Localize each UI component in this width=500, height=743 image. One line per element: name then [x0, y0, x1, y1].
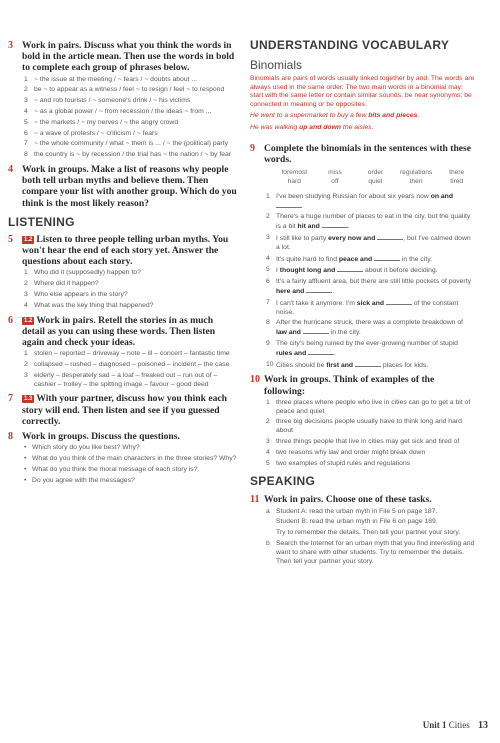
list-item [22, 151, 238, 160]
gap-fill-item [264, 193, 475, 212]
item-number: 10 [266, 360, 274, 368]
exercise-number: 5 [8, 233, 13, 245]
item-number: 5 [266, 459, 270, 467]
item-text: the country is ~ by recession / the trial has ~ the nation / ~ by fear [34, 151, 232, 159]
section-title-vocabulary: UNDERSTANDING VOCABULARY [250, 38, 450, 52]
gap-fill-item [264, 266, 475, 276]
item-text: What was the key thing that happened? [34, 301, 154, 309]
answer-blank[interactable] [355, 361, 381, 367]
binomial-first-word: peace and [338, 255, 373, 263]
binomial-first-word: here and [276, 287, 305, 295]
answer-blank[interactable] [374, 255, 400, 261]
item-text: stolen – reported – driveway – note – ill – concert – fantastic time [34, 350, 230, 358]
item-text: elderly – desperately sad – a loaf – freaked out – run out of – cashier – trolley – the spitting image – favour – good deed [34, 371, 218, 388]
exercise-10 [250, 374, 475, 468]
left-column [8, 40, 238, 489]
item-number: 8 [266, 319, 270, 327]
section-title-speaking: SPEAKING [250, 474, 316, 489]
question-list [22, 269, 238, 310]
box-title: Binomials [250, 58, 303, 72]
page-footer [423, 720, 488, 731]
exercise-number: 10 [250, 374, 260, 386]
exercise-number: 4 [8, 163, 13, 175]
item-text: three things people that live in cities may get sick and tired of [276, 437, 460, 445]
gap-fill-item [264, 234, 475, 253]
word-bank-item: tired [450, 178, 464, 186]
item-number: a [266, 507, 270, 515]
list-item [22, 130, 238, 139]
sentence-end: . [334, 349, 336, 357]
item-text: three places where people who live in cities can go to get a bit of peace and quiet [276, 398, 471, 415]
item-number: 1 [24, 75, 28, 83]
item-text: Try to remember the details. Then tell your partner your story. [276, 529, 461, 537]
exercise-instruction: Work in groups. Think of examples of the following: [264, 374, 435, 397]
sentence-end: , but I've calmed down a lot. [276, 234, 471, 251]
item-text: collapsed – rushed – diagnosed – poisoned – incident – the case [34, 361, 230, 368]
item-number: 1 [24, 269, 28, 277]
exercise-number: 7 [8, 393, 13, 405]
item-number: 4 [266, 254, 270, 262]
word-bank-item: quiet [368, 178, 383, 186]
list-item [22, 119, 238, 128]
box-explanation: Binomials are pairs of words usually linked together by and. The words are always used in the same order. The two main words in a binomial may: start with the same letter or contain similar sounds; be near synonyms; be connected in meaning or be opposites. [250, 75, 475, 108]
item-number: 3 [266, 233, 270, 241]
exercise-instruction: Work in pairs. Retell the stories in as much detail as you can using these words. Then listen again and check your ideas. [22, 314, 216, 348]
list-item [22, 140, 238, 149]
right-column [250, 38, 475, 570]
item-text: be ~ to appear as a witness / feel ~ to resign / feel ~ to respond [34, 86, 225, 94]
exercise-number: 3 [8, 40, 13, 51]
item-number: 4 [24, 108, 28, 115]
exercise-7 [8, 393, 238, 427]
list-item [22, 86, 238, 95]
sentence-end: in the city. [328, 329, 361, 337]
exercise-4 [8, 164, 238, 209]
gap-fill-item [264, 299, 475, 318]
sentence-end: . [347, 223, 350, 231]
item-text: Where did it happen? [34, 280, 99, 288]
exercise-instruction: Work in pairs. Choose one of these tasks. [264, 494, 432, 506]
item-text: Who did it (supposedly) happen to? [34, 269, 141, 277]
item-number: 5 [266, 266, 270, 274]
answer-blank[interactable] [308, 349, 334, 355]
item-text: ~ and rob tourists / ~ someone's drink / ~ his victims [34, 97, 191, 105]
sentence-end: about it before deciding. [363, 267, 438, 275]
list-item [264, 540, 475, 566]
list-item [22, 302, 238, 311]
list-item [264, 460, 475, 469]
item-number: 2 [24, 280, 28, 288]
word-bank-item: off [331, 178, 339, 186]
item-number: 2 [266, 213, 270, 221]
binomial-first-word: on and [430, 192, 453, 200]
task-list [264, 508, 475, 567]
answer-blank[interactable] [377, 234, 403, 240]
list-item [264, 449, 475, 458]
item-number: 4 [24, 301, 28, 309]
list-item [22, 291, 238, 300]
word-bank-item: then [409, 178, 423, 186]
item-number: 3 [24, 97, 28, 105]
word-bank-item: hard [287, 178, 301, 186]
exercise-8 [8, 431, 238, 485]
gap-fill-item [264, 319, 475, 338]
item-text: Search the Internet for an urban myth that you find interesting and want to share with other students. Try to remember the details. Then tell your partner your story. [276, 539, 475, 565]
list-item [22, 97, 238, 106]
item-text: ~ the whole community / what ~ them is ... / ~ the (political) party [34, 140, 228, 148]
exercise-instruction: Listen to three people telling urban myths. You won't hear the end of each story yet. Answer the questions about each story. [22, 233, 229, 268]
exercise-number: 11 [250, 494, 260, 506]
exercise-number: 8 [8, 431, 13, 442]
item-number: b [266, 539, 270, 547]
item-text: Student B: read the urban myth in File 6 on page 189. [276, 518, 438, 526]
exercise-5 [8, 234, 238, 311]
phrase-list [22, 76, 238, 160]
word-bank-item: order [367, 168, 384, 176]
word-bank [276, 169, 475, 187]
list-item [264, 399, 475, 417]
sentence-end: in the city. [400, 255, 433, 263]
item-text: three big decisions people usually have to think long and hard about [276, 418, 462, 435]
item-text: ~ the markets / ~ my nerves / ~ the angry crowd [34, 118, 179, 126]
sentence-end: . [332, 287, 335, 295]
exercise-instruction: Complete the binomials in the sentences with these words. [264, 142, 472, 165]
binomial-first-word: sick and [356, 299, 384, 307]
word-bank-item: regulations [399, 168, 433, 176]
item-text: Student A: read the urban myth in File 5 on page 187. [276, 507, 438, 515]
list-item [22, 108, 238, 117]
item-number: 6 [24, 129, 28, 137]
binomial-first-word: every now and [328, 234, 376, 242]
exercise-instruction: Work in groups. Make a list of reasons why people both tell urban myths and believe them. Then compare your list with another group. Which do you think is the most likely reason? [22, 163, 237, 209]
list-item [264, 508, 475, 517]
sentence-start: After the hurricane struck, there was a complete breakdown of [276, 319, 464, 327]
list-item [22, 361, 238, 370]
answer-blank[interactable] [337, 266, 363, 272]
exercise-3 [8, 40, 238, 160]
sentence-start: There's a huge number of places to eat in the city, but the quality is a bit [276, 213, 471, 231]
list-item [264, 438, 475, 447]
item-number: 4 [266, 448, 270, 456]
item-number: 5 [24, 118, 28, 126]
list-item: • Do you agree with the messages? [22, 477, 238, 486]
item-number: 3 [24, 371, 28, 379]
answer-blank[interactable] [306, 287, 335, 295]
exercise-number: 6 [8, 314, 13, 326]
audio-track-badge[interactable]: 1.2 [24, 236, 33, 243]
list-item [22, 269, 238, 278]
item-number: 2 [266, 418, 270, 426]
answer-blank[interactable] [386, 299, 412, 305]
list-item: • Which story do you like best? Why? [22, 444, 238, 453]
gap-fill-list [264, 193, 475, 371]
item-number: 1 [24, 350, 28, 358]
sentence-start: I still like to party [276, 234, 329, 242]
list-item [22, 280, 238, 289]
example-list [264, 399, 475, 469]
discussion-question-list [22, 444, 238, 485]
answer-blank[interactable] [322, 222, 350, 231]
gap-fill-item [264, 255, 475, 265]
gap-fill-item [264, 213, 475, 232]
answer-blank[interactable] [303, 328, 329, 334]
item-number: 3 [24, 291, 28, 298]
item-text: two reasons why law and order might break down [276, 448, 426, 456]
box-example-2: He was walking up and down the aisles. [250, 123, 374, 131]
binomial-first-word: law and [276, 329, 301, 337]
item-number: 7 [24, 140, 28, 148]
sentence-start: I've been studying Russian for about six years now [276, 192, 431, 200]
gap-fill-item [264, 340, 475, 359]
item-number: 3 [266, 437, 270, 445]
binomial-first-word: hit and [297, 223, 320, 231]
item-text: ~ a wave of protests / ~ criticism / ~ fears [34, 129, 158, 137]
unit-label: Unit 1 [422, 720, 447, 730]
exercise-number: 9 [250, 142, 255, 154]
binomial-first-word: thought long and [279, 267, 336, 275]
item-number: 9 [266, 339, 270, 347]
answer-blank[interactable] [276, 202, 302, 208]
word-chain-list [22, 350, 238, 389]
audio-track-badge[interactable]: 1.3 [24, 396, 33, 403]
word-bank-item: there [449, 168, 465, 176]
audio-track-badge[interactable]: 1.2 [24, 317, 33, 324]
item-number: 2 [24, 361, 28, 368]
item-number: 1 [266, 192, 270, 200]
sentence-start: Cities should be [276, 361, 327, 369]
binomial-first-word: rules and [276, 349, 307, 357]
sentence-start: It's quite hard to find [276, 255, 339, 263]
list-item: • What do you think of the main characters in the three stories? Why? [22, 455, 238, 464]
item-text: ~ the issue at the meeting / ~ fears / ~ doubts about ... [34, 75, 198, 83]
page-number: 13 [478, 720, 488, 731]
sentence-start: I can't take it anymore. I'm [276, 299, 357, 307]
binomials-box [250, 58, 475, 133]
unit-title: Cities [448, 720, 470, 730]
item-text: two examples of stupid rules and regulations [276, 459, 411, 467]
list-item [264, 418, 475, 436]
exercise-instruction: Work in groups. Discuss the questions. [22, 431, 180, 442]
sentence-end: places for kids. [380, 361, 429, 369]
list-item: • What do you think the moral message of each story is? [22, 466, 238, 475]
exercise-6 [8, 315, 238, 390]
item-number: 7 [266, 298, 270, 306]
item-number: 8 [24, 151, 28, 159]
list-item [264, 529, 475, 538]
exercise-instruction: Work in pairs. Discuss what you think the words in bold in the article mean. Then use the words in bold to complete each group of phrases below. [22, 40, 235, 74]
gap-fill-item [264, 278, 475, 297]
item-text: Who else appears in the story? [34, 291, 128, 298]
item-number: 6 [266, 278, 270, 286]
exercise-9 [250, 143, 475, 371]
item-number: 2 [24, 86, 28, 94]
sentence-start: The city's being ruined by the ever-growing number of stupid [276, 339, 458, 347]
word-bank-item: miss [328, 168, 342, 176]
list-item [264, 518, 475, 527]
gap-fill-item [264, 361, 475, 371]
item-number: 1 [266, 398, 270, 406]
word-bank-item: foremost [281, 168, 308, 176]
item-text: ~ as a global power / ~ from recession / the ideas ~ from ... [34, 108, 212, 115]
exercise-instruction: With your partner, discuss how you think each story will end. Then listen and see if you guessed correctly. [22, 393, 228, 427]
section-title-listening: LISTENING [8, 214, 75, 229]
sentence-end: of the constant noise. [276, 299, 459, 316]
box-example-1: He went to a supermarket to buy a few bits and pieces. [250, 112, 420, 120]
list-item [22, 350, 238, 359]
binomial-first-word: first and [326, 361, 354, 369]
sentence-start: I [276, 267, 280, 275]
list-item [22, 76, 238, 85]
sentence-start: It's a fairly affluent area, but there are still little pockets of poverty [276, 278, 471, 286]
list-item [22, 372, 238, 390]
exercise-11 [250, 494, 475, 566]
